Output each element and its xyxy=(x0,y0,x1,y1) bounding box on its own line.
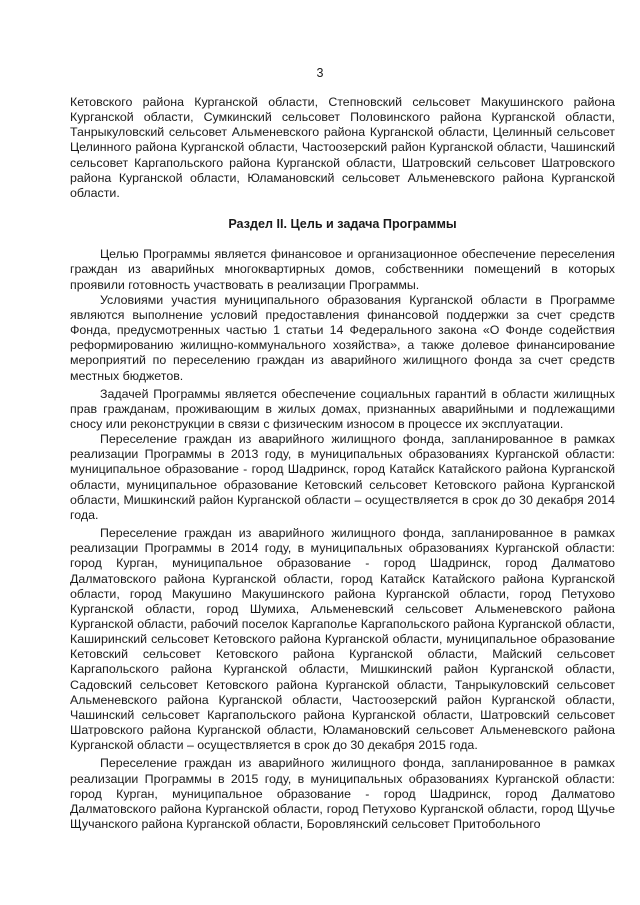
paragraph-2014: Переселение граждан из аварийного жилищного фонда, запланированное в рамках реализации Программы в 2014 году, в муниципальных образованиях Курганской области: город Курган, муниципальное образование - город Шадринск, город Далматово Далматовского района Курганской области, город Катайск Катайского района Курганской области, город Макушино Макушинского района Курганской области, город Петухово Курганской области, город Шумиха, Альменевский сельсовет Альменевского района Курганской области, рабочий поселок Каргаполье Каргапольского района Курганской области, Каширинский сельсовет Кетовского района Курганской области, муниципальное образование Кетовский сельсовет Кетовского района Курганской области, Майский сельсовет Каргапольского района Курганской области, Мишкинский район Курганской области, Садовский сельсовет Кетовского района Курганской области, Танрыкуловский сельсовет Альменевского района Курганской области, Частоозерский район Курганской области, Чашинский сельсовет Каргапольского района Курганской области, Шатровский сельсовет Шатровского района Курганской области, Юламановский сельсовет Альменевского района Курганской области – осуществляется в срок до 30 декабря 2015 года. xyxy=(70,526,615,753)
page-number: 3 xyxy=(316,66,324,80)
paragraph-2015: Переселение граждан из аварийного жилищного фонда, запланированное в рамках реализации Программы в 2015 году, в муниципальных образованиях Курганской области: город Курган, муниципальное образование - город Шадринск, город Далматово Далматовского района Курганской области, город Петухово Курганской области, город Щучье Щучанского района Курганской области, Боровлянский сельсовет Притобольного xyxy=(70,756,615,832)
paragraph-2013: Переселение граждан из аварийного жилищного фонда, запланированное в рамках реализации Программы в 2013 году, в муниципальных образованиях Курганской области: муниципальное образование - город Шадринск, город Катайск Катайского района Курганской области, муниципальное образование Кетовский сельсовет Кетовского района Курганской области, Мишкинский район Курганской области – осуществляется в срок до 30 декабря 2014 года. xyxy=(70,432,615,522)
paragraph-conditions: Условиями участия муниципального образования Курганской области в Программе являются выполнение условий предоставления финансовой поддержки за счет средств Фонда, предусмотренных частью 1 статьи 14 Федерального закона «О Фонде содействия реформированию жилищно-коммунального хозяйства», а также долевое финансирование мероприятий по переселению граждан из аварийного жилищного фонда за счет средств местных бюджетов. xyxy=(70,292,615,383)
paragraph-continuation: Кетовского района Курганской области, Степновский сельсовет Макушинского района Курганской области, Сумкинский сельсовет Половинского района Курганской области, Танрыкуловский сельсовет Альменевского района Курганской области, Целинный сельсовет Целинного района Курганской области, Частоозерский район Курганской области, Чашинский сельсовет Каргапольского района Курганской области, Шатровский сельсовет Шатровского района Курганской области, Юламановский сельсовет Альменевского района Курганской области. xyxy=(70,95,615,200)
paragraph-task: Задачей Программы является обеспечение социальных гарантий в области жилищных прав гражданам, проживающим в жилых домах, признанных аварийными и подлежащими сносу или реконструкции в связи с физическим износом в процессе их эксплуатации. xyxy=(70,386,615,431)
paragraph-goal: Целью Программы является финансовое и организационное обеспечение переселения граждан из аварийных многоквартирных домов, собственники помещений в которых проявили готовность участвовать в реализации Программы. xyxy=(70,247,615,292)
document-body xyxy=(70,95,615,832)
section-title: Раздел II. Цель и задача Программы xyxy=(228,217,457,232)
